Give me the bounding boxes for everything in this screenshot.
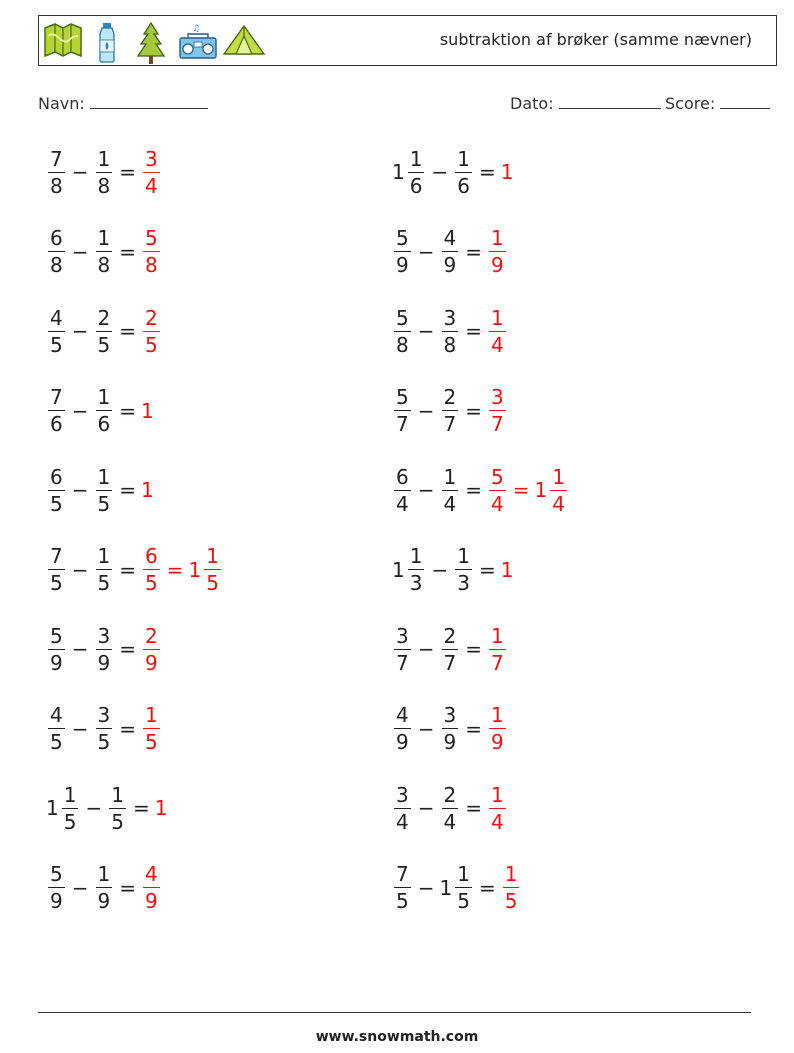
- numerator: 1: [409, 544, 423, 568]
- answer: [487, 305, 508, 357]
- score-blank[interactable]: [720, 94, 770, 109]
- answer: [141, 228, 162, 275]
- whole-number: 1: [141, 398, 154, 423]
- equals-sign: =: [119, 716, 136, 741]
- fraction: [489, 623, 506, 675]
- minus-sign: −: [71, 637, 89, 661]
- fraction: [143, 546, 160, 593]
- fraction: [442, 464, 459, 516]
- denominator: 6: [409, 173, 423, 198]
- fraction: [442, 782, 459, 834]
- problem-12: [392, 540, 514, 600]
- answer: [141, 399, 155, 423]
- problem-2: [392, 142, 514, 202]
- numerator: 2: [443, 782, 457, 807]
- denominator: 9: [145, 889, 158, 913]
- date-label: Dato:: [510, 94, 554, 113]
- fraction: [96, 705, 113, 752]
- denominator: 3: [409, 571, 423, 595]
- numerator: 2: [97, 305, 111, 330]
- minus-sign: −: [417, 716, 435, 741]
- numerator: 5: [491, 464, 504, 489]
- problem-13: [46, 619, 162, 679]
- numerator: 1: [97, 226, 111, 250]
- answer: [141, 546, 223, 593]
- minus-sign: −: [71, 398, 89, 423]
- numerator: 1: [97, 385, 111, 409]
- numerator: 1: [443, 464, 457, 489]
- fraction: [48, 228, 65, 275]
- score-field: [665, 94, 770, 113]
- numerator: 1: [491, 623, 504, 648]
- denominator: 7: [396, 412, 409, 436]
- answer: [141, 705, 162, 752]
- answer: [155, 796, 169, 820]
- numerator: 1: [111, 782, 124, 807]
- fraction: [96, 464, 113, 516]
- minus-sign: −: [71, 319, 89, 343]
- numerator: 4: [50, 703, 63, 727]
- equals-sign: =: [119, 478, 136, 502]
- pine-tree-icon: [136, 22, 166, 66]
- denominator: 7: [491, 650, 504, 675]
- denominator: 9: [491, 253, 504, 277]
- equals-sign: =: [465, 716, 482, 741]
- fraction: [489, 305, 506, 357]
- minus-sign: −: [71, 478, 89, 502]
- denominator: 8: [50, 253, 63, 277]
- fraction: [442, 228, 459, 275]
- numerator: 1: [504, 862, 518, 886]
- denominator: 9: [97, 650, 111, 675]
- minus-sign: −: [71, 557, 89, 582]
- fraction: [96, 305, 113, 357]
- denominator: 8: [145, 253, 158, 277]
- equals-sign: =: [465, 319, 482, 343]
- denominator: 8: [97, 173, 111, 198]
- whole-number: 1: [439, 875, 453, 900]
- denominator: 9: [396, 730, 409, 754]
- fraction: [96, 146, 113, 198]
- fraction: [489, 228, 506, 275]
- fraction: [48, 864, 65, 911]
- problem-6: [392, 301, 508, 361]
- fraction: [442, 305, 459, 357]
- numerator: 1: [491, 226, 504, 250]
- fraction: [96, 228, 113, 275]
- equals-sign: =: [478, 557, 496, 582]
- numerator: 3: [443, 305, 457, 330]
- fraction: [455, 546, 472, 593]
- answer: [487, 464, 569, 516]
- numerator: 7: [50, 146, 63, 171]
- equals-sign: =: [465, 478, 482, 502]
- fraction: [394, 623, 411, 675]
- equals-sign: =: [465, 637, 482, 661]
- fraction: [48, 546, 65, 593]
- answer: [501, 864, 522, 911]
- fraction: [48, 146, 65, 198]
- fraction: [394, 387, 411, 434]
- whole-number: 1: [500, 557, 514, 582]
- map-icon: [43, 22, 83, 60]
- whole-number: 1: [154, 796, 168, 820]
- numerator: 3: [396, 782, 409, 807]
- fraction: [394, 705, 411, 752]
- numerator: 1: [97, 464, 111, 489]
- answer: [487, 387, 508, 434]
- numerator: 4: [443, 226, 457, 250]
- answer: [487, 623, 508, 675]
- equals-sign: =: [478, 875, 496, 900]
- fraction: [48, 387, 65, 434]
- numerator: 7: [50, 385, 63, 409]
- minus-sign: −: [417, 478, 435, 502]
- name-field: [38, 94, 208, 113]
- problem-3: [46, 222, 162, 282]
- problem-8: [392, 381, 508, 441]
- denominator: 4: [145, 173, 158, 198]
- fraction: [48, 305, 65, 357]
- fraction: [143, 146, 160, 198]
- equals-sign: =: [166, 557, 184, 582]
- whole-number: 1: [188, 557, 202, 582]
- denominator: 4: [552, 491, 565, 516]
- problem-7: [46, 381, 155, 441]
- fraction: [442, 623, 459, 675]
- numerator: 1: [457, 146, 470, 171]
- denominator: 5: [206, 571, 219, 595]
- equals-sign: =: [119, 160, 136, 184]
- denominator: 5: [50, 491, 63, 516]
- denominator: 5: [145, 571, 158, 595]
- minus-sign: −: [417, 319, 435, 343]
- answer: [141, 305, 162, 357]
- name-blank[interactable]: [90, 94, 208, 109]
- denominator: 8: [396, 332, 409, 357]
- denominator: 5: [50, 730, 63, 754]
- denominator: 6: [50, 412, 63, 436]
- numerator: 1: [491, 305, 504, 330]
- numerator: 5: [50, 623, 63, 648]
- denominator: 5: [504, 889, 518, 913]
- whole-number: 1: [534, 478, 548, 502]
- fraction: [143, 305, 160, 357]
- equals-sign: =: [119, 398, 136, 423]
- minus-sign: −: [417, 796, 435, 820]
- fraction: [503, 864, 520, 911]
- numerator: 1: [97, 146, 111, 171]
- date-blank[interactable]: [559, 94, 661, 109]
- fraction: [489, 705, 506, 752]
- answer: [141, 864, 162, 911]
- numerator: 6: [396, 464, 409, 489]
- whole-number: 1: [392, 160, 405, 184]
- fraction: [489, 464, 506, 516]
- minus-sign: −: [431, 160, 449, 184]
- denominator: 5: [457, 889, 470, 913]
- problem-18: [392, 778, 508, 838]
- denominator: 6: [457, 173, 470, 198]
- numerator: 1: [97, 544, 111, 568]
- numerator: 4: [50, 305, 63, 330]
- denominator: 5: [63, 809, 77, 834]
- denominator: 5: [145, 730, 158, 754]
- problem-1: [46, 142, 162, 202]
- fraction: [62, 782, 79, 834]
- denominator: 9: [443, 730, 457, 754]
- minus-sign: −: [71, 716, 89, 741]
- fraction: [442, 705, 459, 752]
- fraction: [143, 864, 160, 911]
- answer: [501, 558, 515, 582]
- fraction: [550, 464, 567, 516]
- answer: [141, 478, 155, 502]
- problem-4: [392, 222, 508, 282]
- numerator: 3: [97, 623, 111, 648]
- denominator: 7: [443, 412, 457, 436]
- denominator: 5: [97, 571, 111, 595]
- numerator: 6: [50, 464, 63, 489]
- denominator: 8: [443, 332, 457, 357]
- numerator: 2: [145, 305, 158, 330]
- numerator: 5: [50, 862, 63, 886]
- numerator: 1: [457, 862, 470, 886]
- fraction: [48, 623, 65, 675]
- footer-divider: [38, 1012, 751, 1013]
- tent-icon: [222, 22, 266, 60]
- minus-sign: −: [71, 875, 89, 900]
- fraction: [96, 623, 113, 675]
- denominator: 5: [97, 730, 111, 754]
- minus-sign: −: [417, 239, 435, 264]
- denominator: 9: [50, 889, 63, 913]
- whole-number: 1: [392, 557, 405, 582]
- whole-number: 1: [500, 160, 514, 184]
- equals-sign: =: [132, 796, 150, 820]
- answer: [501, 160, 515, 184]
- denominator: 4: [396, 809, 409, 834]
- whole-number: 1: [141, 478, 154, 502]
- answer: [141, 623, 162, 675]
- worksheet-header: [38, 15, 777, 66]
- fraction: [109, 782, 126, 834]
- numerator: 3: [145, 146, 158, 171]
- denominator: 3: [457, 571, 470, 595]
- numerator: 1: [63, 782, 77, 807]
- numerator: 5: [396, 305, 409, 330]
- problem-17: [46, 778, 168, 838]
- denominator: 8: [97, 253, 111, 277]
- worksheet-title: subtraktion af brøker (samme nævner): [439, 30, 752, 49]
- denominator: 4: [491, 332, 504, 357]
- denominator: 7: [491, 412, 504, 436]
- fraction: [408, 546, 425, 593]
- denominator: 5: [97, 491, 111, 516]
- problem-15: [46, 699, 162, 759]
- numerator: 2: [443, 385, 457, 409]
- denominator: 9: [50, 650, 63, 675]
- fraction: [442, 387, 459, 434]
- minus-sign: −: [85, 796, 103, 820]
- numerator: 3: [491, 385, 504, 409]
- equals-sign: =: [478, 160, 496, 184]
- problem-9: [46, 460, 155, 520]
- fraction: [455, 146, 472, 198]
- fraction: [489, 782, 506, 834]
- fraction: [394, 464, 411, 516]
- problem-19: [46, 858, 162, 918]
- fraction: [48, 464, 65, 516]
- minus-sign: −: [417, 398, 435, 423]
- minus-sign: −: [417, 875, 435, 900]
- numerator: 2: [443, 623, 457, 648]
- denominator: 9: [396, 253, 409, 277]
- boombox-icon: [178, 22, 218, 62]
- equals-sign: =: [119, 875, 136, 900]
- fraction: [394, 864, 411, 911]
- fraction: [48, 705, 65, 752]
- denominator: 6: [97, 412, 111, 436]
- numerator: 4: [145, 862, 158, 886]
- numerator: 1: [145, 703, 158, 727]
- fraction: [96, 864, 113, 911]
- answer: [487, 228, 508, 275]
- problem-5: [46, 301, 162, 361]
- minus-sign: −: [71, 160, 89, 184]
- fraction: [394, 228, 411, 275]
- numerator: 6: [145, 544, 158, 568]
- equals-sign: =: [465, 796, 482, 820]
- numerator: 2: [145, 623, 158, 648]
- denominator: 9: [97, 889, 111, 913]
- denominator: 7: [443, 650, 457, 675]
- numerator: 3: [97, 703, 111, 727]
- fraction: [143, 623, 160, 675]
- numerator: 3: [396, 623, 409, 648]
- fraction: [96, 546, 113, 593]
- denominator: 9: [491, 730, 504, 754]
- denominator: 7: [396, 650, 409, 675]
- date-field: [510, 94, 661, 113]
- footer-url: www.snowmath.com: [315, 1029, 479, 1045]
- fraction: [96, 387, 113, 434]
- fraction: [394, 305, 411, 357]
- numerator: 5: [396, 385, 409, 409]
- equals-sign: =: [512, 478, 530, 502]
- problem-14: [392, 619, 508, 679]
- numerator: 7: [396, 862, 409, 886]
- denominator: 4: [396, 491, 409, 516]
- numerator: 5: [145, 226, 158, 250]
- fraction: [455, 864, 472, 911]
- denominator: 5: [50, 332, 63, 357]
- equals-sign: =: [119, 557, 136, 582]
- water-bottle-icon: [94, 22, 120, 64]
- answer: [487, 782, 508, 834]
- fraction: [408, 146, 425, 198]
- fraction: [204, 546, 221, 593]
- denominator: 5: [50, 571, 63, 595]
- denominator: 5: [111, 809, 124, 834]
- numerator: 6: [50, 226, 63, 250]
- name-label: Navn:: [38, 94, 85, 113]
- fraction: [394, 782, 411, 834]
- minus-sign: −: [431, 557, 449, 582]
- denominator: 5: [396, 889, 409, 913]
- numerator: 1: [491, 782, 504, 807]
- denominator: 5: [97, 332, 111, 357]
- numerator: 1: [491, 703, 504, 727]
- whole-number: 1: [46, 796, 59, 820]
- denominator: 9: [145, 650, 158, 675]
- numerator: 1: [457, 544, 470, 568]
- denominator: 8: [50, 173, 63, 198]
- numerator: 4: [396, 703, 409, 727]
- equals-sign: =: [119, 637, 136, 661]
- numerator: 7: [50, 544, 63, 568]
- numerator: 1: [552, 464, 565, 489]
- equals-sign: =: [119, 319, 136, 343]
- denominator: 4: [443, 491, 457, 516]
- answer: [487, 705, 508, 752]
- numerator: 5: [396, 226, 409, 250]
- equals-sign: =: [465, 398, 482, 423]
- minus-sign: −: [71, 239, 89, 264]
- numerator: 3: [443, 703, 457, 727]
- fraction: [143, 705, 160, 752]
- problem-20: [392, 858, 521, 918]
- denominator: 9: [443, 253, 457, 277]
- equals-sign: =: [119, 239, 136, 264]
- denominator: 4: [491, 491, 504, 516]
- denominator: 5: [145, 332, 158, 357]
- score-label: Score:: [665, 94, 716, 113]
- numerator: 1: [206, 544, 219, 568]
- fraction: [489, 387, 506, 434]
- problem-10: [392, 460, 569, 520]
- fraction: [143, 228, 160, 275]
- numerator: 1: [97, 862, 111, 886]
- denominator: 4: [491, 809, 504, 834]
- equals-sign: =: [465, 239, 482, 264]
- problem-11: [46, 540, 223, 600]
- answer: [141, 146, 162, 198]
- problem-16: [392, 699, 508, 759]
- svg-text:♫: ♫: [192, 24, 201, 34]
- numerator: 1: [409, 146, 423, 171]
- minus-sign: −: [417, 637, 435, 661]
- denominator: 4: [443, 809, 457, 834]
